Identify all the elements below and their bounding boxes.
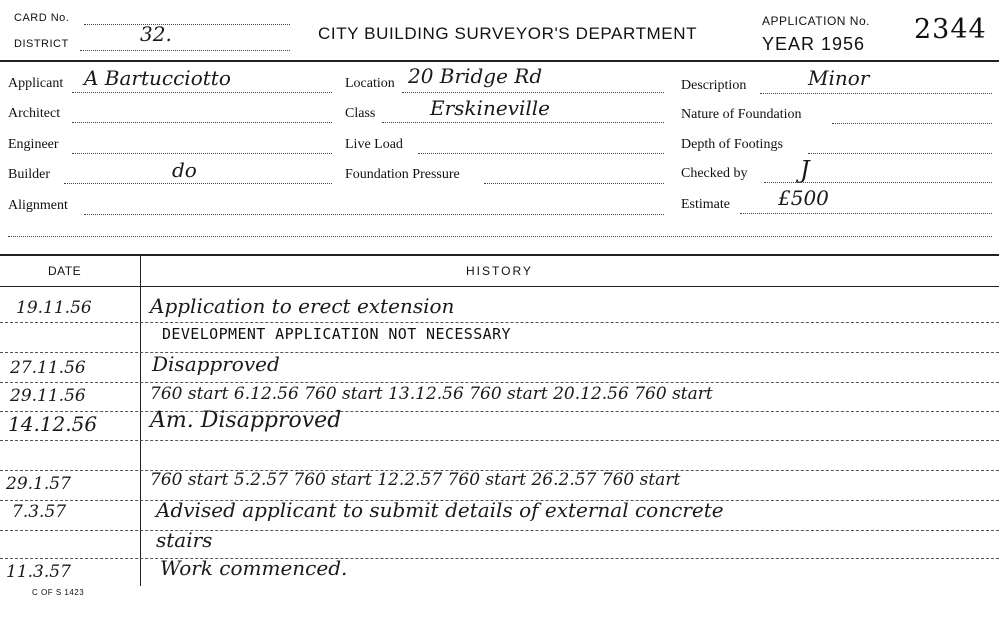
history-entry: Am. Disapproved [150, 408, 342, 433]
builder-value: do [172, 158, 197, 182]
date-column-divider [140, 254, 141, 586]
row-rule [0, 352, 999, 353]
estimate-value: £500 [778, 186, 829, 210]
row-rule [0, 382, 999, 383]
district-underline [80, 50, 290, 51]
district-value: 32. [140, 22, 172, 46]
history-stamp: DEVELOPMENT APPLICATION NOT NECESSARY [162, 325, 511, 343]
history-date: 7.3.57 [12, 502, 67, 522]
estimate-label: Estimate [681, 197, 730, 212]
location-underline [402, 92, 664, 93]
history-entry: 760 start 6.12.56 760 start 13.12.56 760 start 20.12.56 760 start [150, 384, 713, 404]
history-date: 29.1.57 [6, 474, 71, 494]
history-entry: Work commenced. [160, 556, 348, 580]
class-underline [382, 122, 664, 123]
checked-by-underline [764, 182, 992, 183]
builder-label: Builder [8, 167, 50, 182]
application-no-label: APPLICATION No. [762, 14, 870, 28]
description-value: Minor [808, 66, 870, 90]
applicant-underline [72, 92, 332, 93]
checked-by-value: J [800, 156, 810, 184]
nature-of-foundation-label: Nature of Foundation [681, 107, 802, 122]
estimate-underline [740, 213, 992, 214]
header-divider [0, 60, 999, 62]
history-header-rule [0, 286, 999, 287]
history-column-header: HISTORY [466, 264, 533, 278]
depth-of-footings-underline [808, 153, 992, 154]
architect-label: Architect [8, 106, 61, 121]
history-date: 19.11.56 [16, 298, 92, 318]
row-rule [0, 440, 999, 441]
foundation-pressure-underline [484, 183, 664, 184]
depth-of-footings-label: Depth of Footings [681, 137, 783, 152]
history-top-rule [0, 254, 999, 256]
row-rule [0, 558, 999, 559]
location-value-line-2: Erskineville [430, 96, 550, 120]
location-value: 20 Bridge Rd [408, 64, 543, 88]
history-entry: Advised applicant to submit details of external concrete [156, 498, 724, 522]
history-entry: stairs [156, 528, 213, 552]
architect-underline [72, 122, 332, 123]
description-label: Description [681, 78, 747, 93]
builder-underline [64, 183, 332, 184]
history-date: 29.11.56 [10, 386, 86, 406]
row-rule [0, 322, 999, 323]
history-entry: 760 start 5.2.57 760 start 12.2.57 760 start 26.2.57 760 start [150, 470, 681, 490]
alignment-label: Alignment [8, 198, 68, 213]
applicant-value: A Bartucciotto [84, 66, 231, 90]
district-label: DISTRICT [14, 38, 69, 50]
alignment-underline [84, 214, 664, 215]
applicant-label: Applicant [8, 76, 64, 91]
date-column-header: DATE [48, 264, 82, 278]
history-entry: Application to erect extension [150, 294, 455, 318]
application-number: 2344 [914, 14, 987, 45]
card-no-label: CARD No. [14, 12, 70, 24]
checked-by-label: Checked by [681, 166, 748, 181]
live-load-underline [418, 153, 664, 154]
fields-bottom-dotted [8, 236, 992, 237]
history-date: 14.12.56 [8, 412, 98, 436]
nature-of-foundation-underline [832, 123, 992, 124]
card-no-underline [84, 24, 290, 25]
engineer-underline [72, 153, 332, 154]
live-load-label: Live Load [345, 137, 403, 152]
year-label: YEAR 1956 [762, 34, 866, 54]
history-entry: Disapproved [152, 352, 280, 376]
foundation-pressure-label: Foundation Pressure [345, 167, 460, 182]
history-date: 11.3.57 [6, 562, 71, 582]
row-rule [0, 530, 999, 531]
description-underline [760, 93, 992, 94]
form-code: C OF S 1423 [32, 588, 85, 597]
location-label: Location [345, 76, 395, 91]
history-date: 27.11.56 [10, 358, 86, 378]
class-label: Class [345, 106, 376, 121]
department-title: CITY BUILDING SURVEYOR'S DEPARTMENT [318, 24, 698, 43]
engineer-label: Engineer [8, 137, 59, 152]
